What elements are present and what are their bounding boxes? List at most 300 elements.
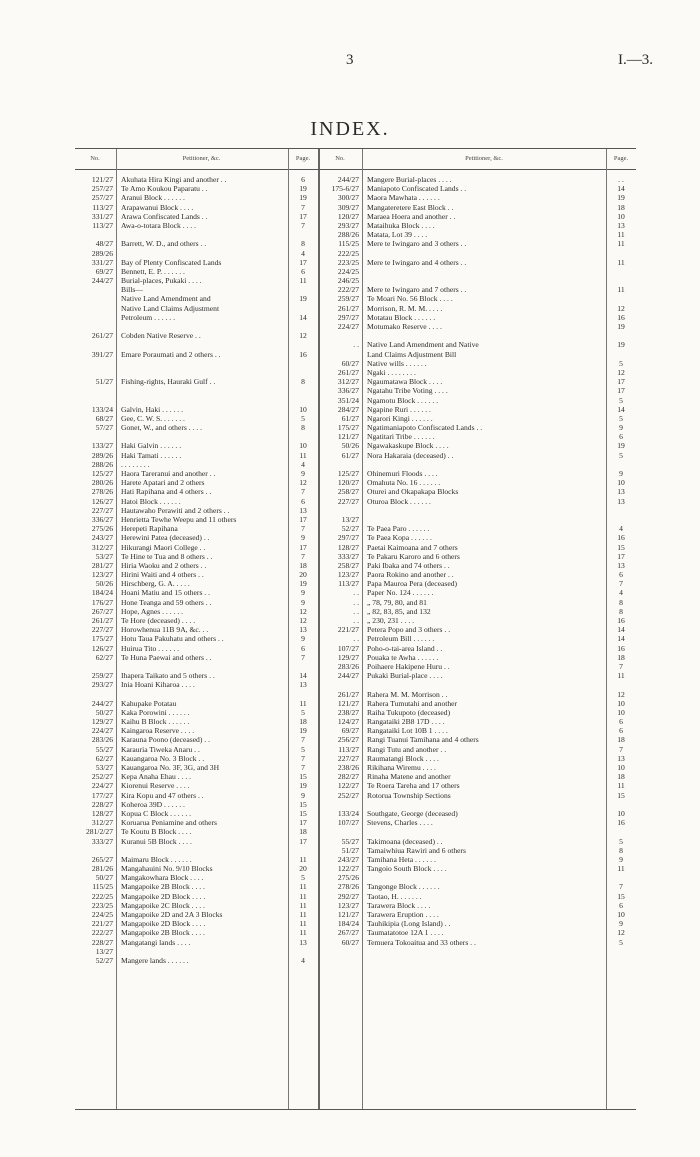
entry-page: 6 bbox=[619, 717, 623, 727]
entry-page: 4 bbox=[619, 588, 623, 598]
entry-petitioner: „ 82, 83, 85, and 132 bbox=[367, 606, 431, 616]
entry-petitioner: Te Huna Paewai and others . . bbox=[121, 652, 212, 662]
index-row bbox=[318, 570, 636, 579]
index-row bbox=[75, 653, 318, 662]
entry-petitioner: Emare Poraumati and 2 others . . bbox=[121, 349, 221, 359]
entry-number: 278/26 bbox=[91, 487, 113, 497]
index-row bbox=[75, 846, 318, 855]
entry-petitioner: Poho-o-tai-area Island . . bbox=[367, 643, 443, 653]
entry-page: 14 bbox=[617, 634, 625, 644]
entry-petitioner: Akuhata Hira Kingi and another . . bbox=[121, 175, 227, 184]
index-row bbox=[318, 919, 636, 928]
entry-petitioner: Mere te Iwingaro and 4 others . . bbox=[367, 257, 467, 267]
index-row bbox=[318, 662, 636, 671]
entry-petitioner: Raiha Tukupoto (deceased) bbox=[367, 707, 451, 717]
entry-number: 257/27 bbox=[91, 184, 113, 194]
index-row bbox=[75, 680, 318, 689]
entry-petitioner: Motumako Reserve . . . . bbox=[367, 322, 442, 331]
entry-page: 12 bbox=[617, 367, 625, 377]
entry-petitioner: Native Land Amendment and bbox=[121, 294, 211, 304]
entry-petitioner: Hope, Agnes . . . . . . bbox=[121, 606, 184, 616]
entry-page: 18 bbox=[617, 735, 625, 745]
entry-number: 275/26 bbox=[91, 524, 113, 534]
entry-page: 11 bbox=[299, 928, 307, 938]
entry-number: 244/27 bbox=[91, 276, 113, 286]
entry-number: 122/27 bbox=[337, 781, 359, 791]
index-row bbox=[318, 873, 636, 882]
entry-petitioner: Karauna Poono (deceased) . . bbox=[121, 735, 210, 745]
entry-page: 7 bbox=[619, 579, 623, 589]
entry-petitioner: Haki Tamati . . . . . . bbox=[121, 450, 182, 460]
index-row bbox=[318, 800, 636, 809]
index-row bbox=[75, 616, 318, 625]
index-row bbox=[318, 258, 636, 267]
entry-number: 256/27 bbox=[337, 735, 359, 745]
index-row bbox=[318, 699, 636, 708]
index-row bbox=[318, 487, 636, 496]
entry-petitioner: Te Hine te Tua and 8 others . . bbox=[121, 551, 213, 561]
entry-page: 15 bbox=[617, 542, 625, 552]
entry-page: 4 bbox=[301, 459, 305, 469]
entry-petitioner: Ngarori Kingi . . . . . . bbox=[367, 413, 433, 423]
entry-number: 312/27 bbox=[91, 542, 113, 552]
entry-page: 13 bbox=[617, 753, 625, 763]
entry-petitioner: Te Paea Paro . . . . . . bbox=[367, 524, 430, 534]
index-row bbox=[75, 837, 318, 846]
entry-petitioner: Tamaiwhiua Rawiri and 6 others bbox=[367, 845, 467, 855]
index-row bbox=[75, 515, 318, 524]
entry-number: 52/27 bbox=[341, 524, 359, 534]
index-row bbox=[318, 331, 636, 340]
entry-petitioner: Tangoio South Block . . . . bbox=[367, 864, 447, 874]
entry-page: 11 bbox=[617, 230, 625, 240]
entry-petitioner: Horowhenua 11B 9A, &c. . . bbox=[121, 625, 209, 635]
entry-number: 293/27 bbox=[337, 220, 359, 230]
entry-page: 10 bbox=[299, 404, 307, 414]
entry-page: 17 bbox=[299, 818, 307, 828]
entry-number: 123/27 bbox=[91, 570, 113, 580]
entry-petitioner: Mangakowhara Block . . . . bbox=[121, 873, 204, 883]
entry-page: 11 bbox=[299, 450, 307, 460]
index-row bbox=[75, 276, 318, 285]
entry-page: 11 bbox=[299, 891, 307, 901]
index-row bbox=[318, 561, 636, 570]
entry-petitioner: Rangi Tuanui Tamihana and 4 others bbox=[367, 735, 479, 745]
entry-page: 10 bbox=[299, 441, 307, 451]
index-row bbox=[75, 386, 318, 395]
entry-page: 9 bbox=[301, 469, 305, 478]
entry-number: 292/27 bbox=[337, 891, 359, 901]
index-row bbox=[75, 855, 318, 864]
entry-petitioner: Maraea Hoera and another . . bbox=[367, 211, 456, 221]
index-row bbox=[75, 809, 318, 818]
entry-page: 7 bbox=[301, 220, 305, 230]
index-row bbox=[318, 754, 636, 763]
index-row bbox=[318, 680, 636, 689]
index-row bbox=[318, 533, 636, 542]
entry-page: 17 bbox=[299, 836, 307, 846]
index-row bbox=[75, 533, 318, 542]
entry-page: 5 bbox=[619, 836, 623, 846]
index-column-right bbox=[318, 149, 636, 1109]
entry-number: 113/27 bbox=[338, 579, 359, 589]
entry-number: 281/26 bbox=[91, 864, 113, 874]
header-no: No. bbox=[335, 155, 345, 162]
entry-page: 12 bbox=[617, 303, 625, 313]
index-row bbox=[318, 892, 636, 901]
entry-petitioner: Cobden Native Reserve . . bbox=[121, 331, 201, 341]
entry-number: 312/27 bbox=[91, 818, 113, 828]
entry-page: 16 bbox=[617, 818, 625, 828]
index-row bbox=[318, 497, 636, 506]
entry-page: 6 bbox=[619, 900, 623, 910]
header-no: No. bbox=[90, 155, 100, 162]
entry-page: 16 bbox=[299, 349, 307, 359]
entry-number: 333/27 bbox=[337, 551, 359, 561]
index-row bbox=[75, 882, 318, 891]
index-row bbox=[75, 754, 318, 763]
entry-petitioner: Pukaki Burial-place . . . . bbox=[367, 671, 443, 681]
index-row bbox=[75, 708, 318, 717]
index-row bbox=[318, 938, 636, 947]
entry-number: 227/27 bbox=[337, 753, 359, 763]
entry-petitioner: Takimoana (deceased) . . bbox=[367, 836, 443, 846]
index-row bbox=[75, 396, 318, 405]
entry-page: 9 bbox=[619, 919, 623, 929]
entry-page: 8 bbox=[619, 597, 623, 607]
index-row bbox=[318, 294, 636, 303]
entry-petitioner: Omahuta No. 16 . . . . . . bbox=[367, 478, 441, 488]
index-row bbox=[318, 543, 636, 552]
index-row bbox=[318, 405, 636, 414]
entry-number: 120/27 bbox=[337, 478, 359, 488]
index-row bbox=[75, 690, 318, 699]
index-row bbox=[318, 285, 636, 294]
entry-petitioner: Herewini Patea (deceased) . . bbox=[121, 533, 210, 543]
entry-petitioner: Southgate, George (deceased) bbox=[367, 808, 458, 818]
entry-number: 246/25 bbox=[337, 276, 359, 286]
entry-number: 115/25 bbox=[338, 239, 359, 249]
entry-page: 10 bbox=[617, 808, 625, 818]
entry-number: 243/27 bbox=[91, 533, 113, 543]
index-row bbox=[75, 763, 318, 772]
index-row bbox=[318, 717, 636, 726]
index-row bbox=[318, 928, 636, 937]
entry-number: 107/27 bbox=[337, 643, 359, 653]
index-row bbox=[318, 644, 636, 653]
index-row bbox=[75, 827, 318, 836]
column-header bbox=[75, 149, 318, 170]
index-row bbox=[75, 506, 318, 515]
entry-page: 15 bbox=[299, 772, 307, 782]
entry-petitioner: Arawa Confiscated Lands . . bbox=[121, 211, 208, 221]
entry-petitioner: Oturoa Block . . . . . . bbox=[367, 496, 431, 506]
index-row bbox=[318, 432, 636, 441]
index-row bbox=[75, 368, 318, 377]
entry-page: 9 bbox=[301, 790, 305, 800]
entry-page: 13 bbox=[299, 625, 307, 635]
header-petitioner: Petitioner, &c. bbox=[465, 155, 503, 162]
entry-page: 16 bbox=[617, 643, 625, 653]
entry-petitioner: Ngatimaniapoto Confiscated Lands . . bbox=[367, 423, 483, 433]
entry-number: 115/25 bbox=[92, 882, 113, 892]
entry-page: 14 bbox=[617, 625, 625, 635]
entry-number: 288/26 bbox=[91, 459, 113, 469]
index-rows bbox=[318, 175, 636, 947]
entry-number: 53/27 bbox=[95, 551, 113, 561]
entry-petitioner: Ngamotu Block . . . . . . bbox=[367, 395, 439, 405]
entry-petitioner: Ihapera Taikato and 5 others . . bbox=[121, 671, 215, 681]
entry-page: 11 bbox=[299, 276, 307, 286]
entry-petitioner: Mangapoike 2D Block . . . . bbox=[121, 891, 206, 901]
entry-number: 283/26 bbox=[91, 735, 113, 745]
entry-number: . . bbox=[353, 588, 359, 598]
entry-number: 48/27 bbox=[95, 239, 113, 249]
index-row bbox=[318, 818, 636, 827]
entry-number: 113/27 bbox=[92, 202, 113, 212]
index-row bbox=[75, 478, 318, 487]
index-rows bbox=[75, 175, 318, 965]
entry-page: 10 bbox=[617, 698, 625, 708]
entry-petitioner: Petera Popo and 3 others . . bbox=[367, 625, 451, 635]
entry-page: 19 bbox=[299, 193, 307, 203]
entry-petitioner: Pouaka te Awha . . . . . . bbox=[367, 652, 439, 662]
entry-number: 222/25 bbox=[91, 891, 113, 901]
entry-page: 13 bbox=[617, 487, 625, 497]
entry-number: 284/27 bbox=[337, 404, 359, 414]
entry-number: 176/27 bbox=[91, 597, 113, 607]
entry-number: 13/27 bbox=[95, 946, 113, 956]
entry-petitioner: Paetai Kaimoana and 7 others bbox=[367, 542, 458, 552]
header-page: Page. bbox=[295, 155, 311, 162]
index-row bbox=[318, 616, 636, 625]
entry-number: 261/27 bbox=[337, 689, 359, 699]
entry-page: 11 bbox=[617, 864, 625, 874]
entry-number: 297/27 bbox=[337, 533, 359, 543]
entry-number: 224/27 bbox=[337, 322, 359, 331]
entry-page: 9 bbox=[301, 533, 305, 543]
entry-number: 184/24 bbox=[91, 588, 113, 598]
entry-page: 13 bbox=[617, 220, 625, 230]
index-row bbox=[75, 947, 318, 956]
index-row bbox=[75, 294, 318, 303]
index-row bbox=[318, 653, 636, 662]
entry-number: . . bbox=[353, 634, 359, 644]
entry-number: 244/27 bbox=[91, 698, 113, 708]
entry-petitioner: Paper No. 124 . . . . . . bbox=[367, 588, 434, 598]
page-number: 3 bbox=[346, 52, 354, 68]
index-row bbox=[318, 864, 636, 873]
entry-petitioner: Ngatahu Tribe Voting . . . . bbox=[367, 386, 448, 396]
entry-petitioner: Hikurangi Maori College . . bbox=[121, 542, 206, 552]
entry-number: 261/27 bbox=[337, 367, 359, 377]
index-row bbox=[75, 671, 318, 680]
index-row bbox=[75, 432, 318, 441]
entry-number: 120/27 bbox=[337, 211, 359, 221]
entry-number: 121/27 bbox=[337, 698, 359, 708]
entry-page: 18 bbox=[299, 827, 307, 837]
index-row bbox=[318, 634, 636, 643]
index-row bbox=[318, 478, 636, 487]
entry-page: 11 bbox=[617, 285, 625, 295]
entry-page: 10 bbox=[617, 707, 625, 717]
entry-petitioner: Te Paea Kopa . . . . . . bbox=[367, 533, 432, 543]
entry-petitioner: Kira Kopu and 47 others . . bbox=[121, 790, 204, 800]
entry-petitioner: Paora Rokino and another . . bbox=[367, 570, 454, 580]
entry-page: 13 bbox=[299, 505, 307, 515]
index-row bbox=[75, 423, 318, 432]
entry-petitioner: Mangere lands . . . . . . bbox=[121, 955, 189, 965]
entry-number: 391/27 bbox=[91, 349, 113, 359]
entry-page: 18 bbox=[617, 652, 625, 662]
entry-petitioner: Maora Mawhata . . . . . . bbox=[367, 193, 440, 203]
index-row bbox=[318, 313, 636, 322]
index-row bbox=[318, 441, 636, 450]
entry-petitioner: Gee, C. W. S. . . . . . . bbox=[121, 413, 185, 423]
index-row bbox=[75, 726, 318, 735]
index-row bbox=[75, 699, 318, 708]
entry-number: 125/27 bbox=[91, 469, 113, 478]
entry-number: 126/27 bbox=[91, 643, 113, 653]
index-row bbox=[75, 239, 318, 248]
entry-number: 221/27 bbox=[337, 625, 359, 635]
entry-page: 6 bbox=[619, 570, 623, 580]
entry-page: 17 bbox=[299, 542, 307, 552]
entry-number: 257/27 bbox=[91, 193, 113, 203]
index-row bbox=[318, 359, 636, 368]
entry-number: 175/27 bbox=[91, 634, 113, 644]
entry-page: 6 bbox=[301, 175, 305, 184]
index-row bbox=[318, 791, 636, 800]
entry-petitioner: Inia Hoani Kiharoa . . . . bbox=[121, 680, 195, 690]
entry-petitioner: Burial-places, Pukaki . . . . bbox=[121, 276, 202, 286]
index-row bbox=[318, 267, 636, 276]
index-row bbox=[75, 460, 318, 469]
index-row bbox=[318, 745, 636, 754]
entry-page: 12 bbox=[299, 478, 307, 488]
entry-petitioner: Mangere Burial-places . . . . bbox=[367, 175, 452, 184]
index-row bbox=[75, 230, 318, 239]
entry-number: . . bbox=[353, 616, 359, 625]
entry-number: 336/27 bbox=[91, 514, 113, 524]
index-row bbox=[318, 368, 636, 377]
entry-petitioner: Maimaru Block . . . . . . bbox=[121, 854, 192, 864]
entry-number: 297/27 bbox=[337, 312, 359, 322]
entry-page: 15 bbox=[617, 891, 625, 901]
index-row bbox=[318, 203, 636, 212]
entry-petitioner: Hotu Taua Pakuhatu and others . . bbox=[121, 634, 224, 644]
entry-number: 126/27 bbox=[91, 496, 113, 506]
index-row bbox=[75, 304, 318, 313]
entry-page: 7 bbox=[301, 735, 305, 745]
entry-petitioner: Morrison, R. M. M. . . . . bbox=[367, 303, 443, 313]
entry-page: 14 bbox=[299, 671, 307, 681]
index-row bbox=[318, 901, 636, 910]
entry-petitioner: Rangataiki Lot 10B 1 . . . . bbox=[367, 726, 448, 736]
entry-petitioner: Huirua Tito . . . . . . bbox=[121, 643, 180, 653]
entry-page: 9 bbox=[619, 469, 623, 478]
entry-number: 261/27 bbox=[337, 303, 359, 313]
entry-petitioner: Native wills . . . . . . bbox=[367, 358, 427, 368]
entry-number: . . bbox=[353, 606, 359, 616]
entry-page: 8 bbox=[301, 377, 305, 387]
entry-page: 12 bbox=[617, 689, 625, 699]
index-row bbox=[318, 239, 636, 248]
index-row bbox=[75, 745, 318, 754]
index-row bbox=[75, 791, 318, 800]
entry-page: 11 bbox=[299, 882, 307, 892]
entry-petitioner: Taumatatotoe 12A 1 . . . . bbox=[367, 928, 444, 938]
entry-page: 8 bbox=[301, 239, 305, 249]
index-row bbox=[75, 919, 318, 928]
entry-page: 18 bbox=[299, 717, 307, 727]
entry-page: 16 bbox=[617, 616, 625, 625]
entry-petitioner: Poihaere Hakipene Huru . . bbox=[367, 661, 450, 671]
index-row bbox=[75, 772, 318, 781]
entry-number: 69/27 bbox=[341, 726, 359, 736]
entry-page: 14 bbox=[299, 312, 307, 322]
entry-number: 238/26 bbox=[337, 763, 359, 772]
entry-page: 5 bbox=[301, 744, 305, 754]
entry-number: 300/27 bbox=[337, 193, 359, 203]
entry-page: 5 bbox=[619, 413, 623, 423]
entry-page: 4 bbox=[301, 955, 305, 965]
entry-petitioner: Motatau Block . . . . . . bbox=[367, 312, 436, 322]
entry-number: 69/27 bbox=[95, 266, 113, 276]
index-row bbox=[318, 423, 636, 432]
index-row bbox=[75, 644, 318, 653]
entry-petitioner: Kopua C Block . . . . . . bbox=[121, 808, 192, 818]
entry-petitioner: Bills— bbox=[121, 285, 143, 295]
index-row bbox=[318, 690, 636, 699]
entry-petitioner: Kepa Anaha Ehau . . . . bbox=[121, 772, 192, 782]
index-row bbox=[75, 221, 318, 230]
entry-number: 288/26 bbox=[337, 230, 359, 240]
entry-petitioner: „ 78, 79, 80, and 81 bbox=[367, 597, 427, 607]
entry-page: 14 bbox=[617, 184, 625, 194]
entry-petitioner: Mangapoike 2B Block . . . . bbox=[121, 928, 205, 938]
entry-number: 336/27 bbox=[337, 386, 359, 396]
entry-page: 19 bbox=[617, 340, 625, 350]
entry-number: 61/27 bbox=[341, 413, 359, 423]
index-row bbox=[75, 607, 318, 616]
entry-page: 18 bbox=[617, 772, 625, 782]
index-row bbox=[75, 625, 318, 634]
entry-petitioner: Petroleum . . . . . . bbox=[121, 312, 175, 322]
entry-number: 133/24 bbox=[337, 808, 359, 818]
index-row bbox=[318, 882, 636, 891]
entry-number: 124/27 bbox=[337, 717, 359, 727]
entry-petitioner: Koheroa 39D . . . . . . bbox=[121, 799, 185, 809]
entry-petitioner: Tauhikipia (Long Island) . . bbox=[367, 919, 451, 929]
entry-number: 133/24 bbox=[91, 404, 113, 414]
entry-number: 265/27 bbox=[91, 854, 113, 864]
entry-number: 224/27 bbox=[91, 781, 113, 791]
index-row bbox=[318, 598, 636, 607]
entry-petitioner: Papa Mauroa Pera (deceased) bbox=[367, 579, 458, 589]
index-row bbox=[318, 276, 636, 285]
entry-petitioner: Raumatangi Block . . . . bbox=[367, 753, 439, 763]
entry-petitioner: Kauangaroa No. 3 Block . . bbox=[121, 753, 205, 763]
entry-petitioner: Bennett, E. P. . . . . . . bbox=[121, 266, 185, 276]
entry-petitioner: Kauangaroa No. 3F, 3G, and 3H bbox=[121, 763, 220, 772]
entry-petitioner: Herepeti Rapihana bbox=[121, 524, 178, 534]
index-row bbox=[318, 726, 636, 735]
entry-page: 12 bbox=[299, 606, 307, 616]
entry-page: 11 bbox=[617, 671, 625, 681]
entry-page: 5 bbox=[301, 707, 305, 717]
entry-page: 20 bbox=[299, 570, 307, 580]
